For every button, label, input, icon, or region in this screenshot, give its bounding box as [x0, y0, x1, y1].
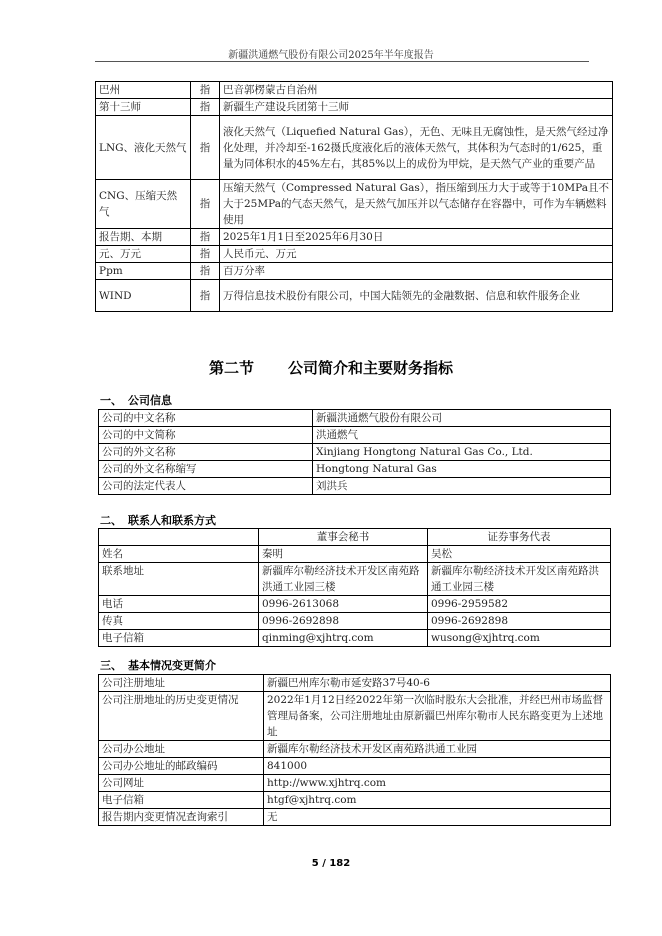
info-label: 公司的外文名称缩写	[99, 461, 313, 478]
basic-value[interactable]: http://www.xjhtrq.com	[264, 775, 611, 792]
contact-table	[98, 528, 611, 647]
heading-number: 一、	[100, 394, 122, 407]
table-row	[99, 461, 611, 478]
info-label: 公司的法定代表人	[99, 478, 313, 495]
table-row	[96, 99, 613, 116]
contact-rep: 吴松	[428, 546, 611, 563]
table-row	[99, 478, 611, 495]
contact-secretary: qinming@xjhtrq.com	[259, 630, 428, 647]
table-row	[99, 427, 611, 444]
section-number: 第二节	[208, 359, 254, 377]
heading-text: 联系人和联系方式	[128, 514, 216, 527]
definition-term: 元、万元	[96, 246, 191, 263]
definition-desc: 液化天然气（Liquefied Natural Gas），无色、无味且无腐蚀性，是天然气经过净化处理，并冷却至-162摄氏度液化后的液体天然气，其体积为气态时的1/625，重量为同体积水的45%左右，其85%以上的成份为甲烷，是天然气产业的重要产品	[220, 116, 613, 180]
definition-op: 指	[191, 180, 220, 229]
table-row	[99, 675, 611, 692]
basic-value: 2022年1月12日经2022年第一次临时股东大会批准，并经巴州市场监督管理局备案，公司注册地址由原新疆巴州库尔勒市人民东路变更为上述地址	[264, 692, 611, 741]
heading-number: 二、	[100, 514, 122, 527]
info-value: Xinjiang Hongtong Natural Gas Co., Ltd.	[313, 444, 611, 461]
table-row	[99, 809, 611, 826]
definition-op: 指	[191, 280, 220, 312]
basic-label: 公司注册地址的历史变更情况	[99, 692, 264, 741]
definition-op: 指	[191, 116, 220, 180]
contact-label: 姓名	[99, 546, 259, 563]
heading-text: 基本情况变更简介	[128, 659, 216, 672]
table-row	[99, 546, 611, 563]
basic-info-table	[98, 674, 611, 826]
blank-cell	[99, 529, 259, 546]
definition-term: 第十三师	[96, 99, 191, 116]
basic-value[interactable]: htgf@xjhtrq.com	[264, 792, 611, 809]
table-row	[96, 229, 613, 246]
table-row	[99, 410, 611, 427]
basic-label: 公司网址	[99, 775, 264, 792]
table-row	[96, 246, 613, 263]
contact-heading	[100, 512, 216, 528]
info-label: 公司的中文简称	[99, 427, 313, 444]
table-row	[99, 775, 611, 792]
contact-label: 电话	[99, 596, 259, 613]
contact-label: 电子信箱	[99, 630, 259, 647]
basic-value: 新疆巴州库尔勒市延安路37号40-6	[264, 675, 611, 692]
definition-desc: 新疆生产建设兵团第十三师	[220, 99, 613, 116]
info-label: 公司的外文名称	[99, 444, 313, 461]
contact-secretary: 秦明	[259, 546, 428, 563]
column-header-secretary: 董事会秘书	[259, 529, 428, 546]
info-value: Hongtong Natural Gas	[313, 461, 611, 478]
section-title	[0, 357, 662, 378]
definition-term: LNG、液化天然气	[96, 116, 191, 180]
company-info-heading	[100, 392, 172, 408]
definition-term: CNG、压缩天然气	[96, 180, 191, 229]
contact-rep: 新疆库尔勒经济技术开发区南苑路洪通工业园三楼	[428, 563, 611, 596]
contact-rep: 0996-2959582	[428, 596, 611, 613]
table-row	[96, 263, 613, 280]
contact-secretary: 0996-2613068	[259, 596, 428, 613]
heading-text: 公司信息	[128, 394, 172, 407]
contact-rep: 0996-2692898	[428, 613, 611, 630]
table-row	[99, 596, 611, 613]
table-row	[99, 741, 611, 758]
table-row	[96, 82, 613, 99]
basic-info-heading	[100, 657, 216, 673]
definitions-table	[95, 81, 613, 312]
contact-rep: wusong@xjhtrq.com	[428, 630, 611, 647]
basic-label: 公司注册地址	[99, 675, 264, 692]
info-value: 刘洪兵	[313, 478, 611, 495]
basic-value: 无	[264, 809, 611, 826]
table-row	[96, 180, 613, 229]
info-value: 新疆洪通燃气股份有限公司	[313, 410, 611, 427]
heading-number: 三、	[100, 659, 122, 672]
info-label: 公司的中文名称	[99, 410, 313, 427]
contact-label: 传真	[99, 613, 259, 630]
contact-label: 联系地址	[99, 563, 259, 596]
definition-desc: 百万分率	[220, 263, 613, 280]
company-info-table	[98, 409, 611, 495]
table-row	[96, 280, 613, 312]
info-value: 洪通燃气	[313, 427, 611, 444]
section-heading: 公司简介和主要财务指标	[288, 359, 454, 377]
definition-op: 指	[191, 229, 220, 246]
column-header-rep: 证券事务代表	[428, 529, 611, 546]
definition-op: 指	[191, 82, 220, 99]
table-row	[99, 613, 611, 630]
basic-label: 公司办公地址	[99, 741, 264, 758]
table-row	[99, 563, 611, 596]
basic-label: 电子信箱	[99, 792, 264, 809]
table-row	[99, 792, 611, 809]
definition-desc: 人民币元、万元	[220, 246, 613, 263]
definition-term: 报告期、本期	[96, 229, 191, 246]
definition-term: Ppm	[96, 263, 191, 280]
table-row	[99, 758, 611, 775]
table-row	[96, 116, 613, 180]
definition-term: 巴州	[96, 82, 191, 99]
header-divider	[95, 61, 589, 62]
table-header-row	[99, 529, 611, 546]
basic-label: 报告期内变更情况查询索引	[99, 809, 264, 826]
definition-desc: 2025年1月1日至2025年6月30日	[220, 229, 613, 246]
definition-op: 指	[191, 263, 220, 280]
definition-desc: 巴音郭楞蒙古自治州	[220, 82, 613, 99]
definition-op: 指	[191, 246, 220, 263]
definition-term: WIND	[96, 280, 191, 312]
table-row	[99, 444, 611, 461]
contact-secretary: 新疆库尔勒经济技术开发区南苑路洪通工业园三楼	[259, 563, 428, 596]
definition-desc: 万得信息技术股份有限公司，中国大陆领先的金融数据、信息和软件服务企业	[220, 280, 613, 312]
table-row	[99, 630, 611, 647]
page-number: 5 / 182	[311, 858, 351, 869]
report-header: 新疆洪通燃气股份有限公司2025年半年度报告	[228, 50, 434, 61]
basic-value: 841000	[264, 758, 611, 775]
definition-op: 指	[191, 99, 220, 116]
table-row	[99, 692, 611, 741]
contact-secretary: 0996-2692898	[259, 613, 428, 630]
definition-desc: 压缩天然气（Compressed Natural Gas），指压缩到压力大于或等于10MPa且不大于25MPa的气态天然气，是天然气加压并以气态储存在容器中，可作为车辆燃料使用	[220, 180, 613, 229]
basic-value: 新疆库尔勒经济技术开发区南苑路洪通工业园	[264, 741, 611, 758]
basic-label: 公司办公地址的邮政编码	[99, 758, 264, 775]
